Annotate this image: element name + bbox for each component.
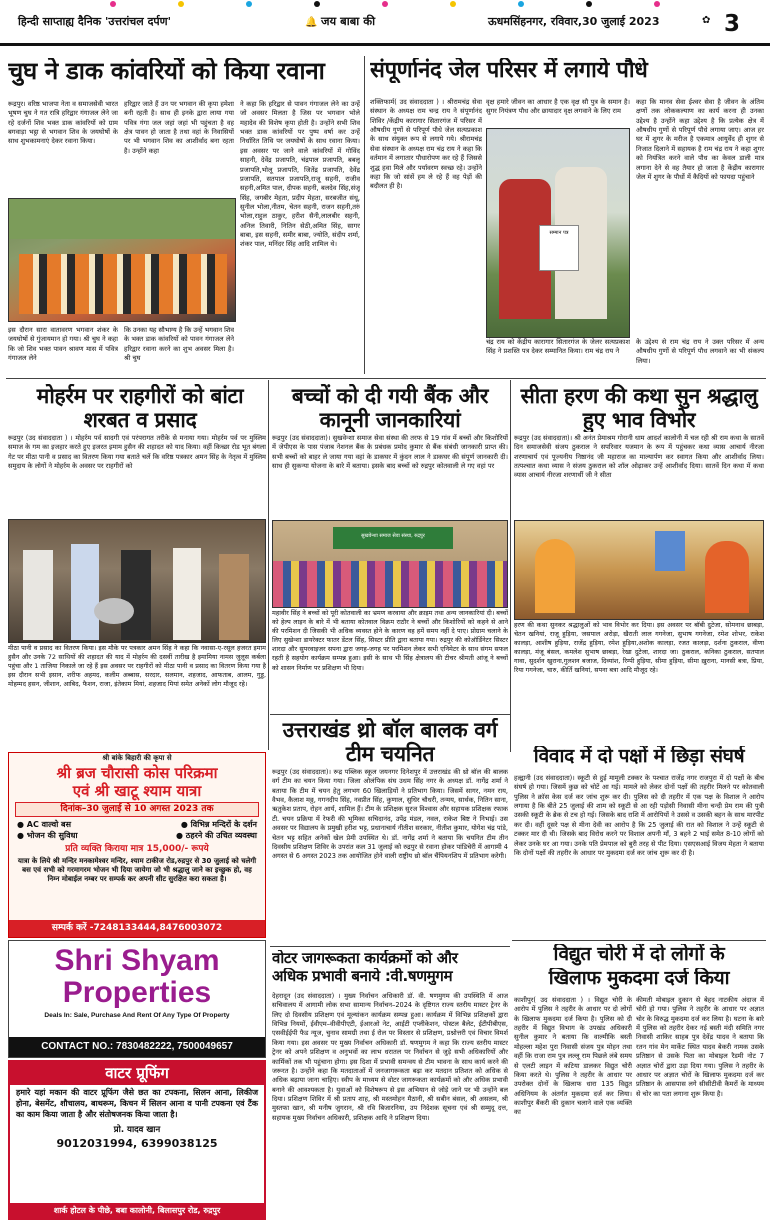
- article-text: हल्द्वानी (उद संवाददाता)। स्कूटी से हुई मामूली टक्कर के पश्चात राजेंद्र नगर राजपुरा में दो पक्षों के बीच संघर्ष हो गया। जिसमें कुछ को चोटें आ गई। मामले को लेकर दोनों पक्षों की तहरीर मिलने पर कोतवाली पुलिस ने क्रॉस केस दर्ज कर जांच शुरू कर दी। पुलिस को दी तहरीर में एक पक्ष के विशाल ने आरोप लगाया है कि बीते 25 जुलाई की शाम को स्कूटी से आ रही पड़ोसी निवासी मीना चन्दी प्रेम राम की पुत्री उसकी स्कूटी के ब्रेक से टच हो गई। जिसके बाद राशि में आरोपियों ने उससे व उसकी बहन के साथ मारपीट कर दी। वहीं दूसरे पक्ष से मीना देवी का आरोप है कि 25 जुलाई की रात को विशाल ने उन्हें स्कूटी से टक्कर मार दी थी। जिसके बाद विरोध करने पर विशाल अपनी माँ, 3 बहने 2 भाई समेत 8-10 लोगों को लेकर उनके घर आ गया। उनके पति प्रेमपाल को बुरी तरह से पीट दिया। एसएसआई विजय मेहता ने बताया कि दोनों पक्षों की तहरीर के आधार पर मुकदमा दर्ज कर जांच शुरू कर दी है।: [514, 774, 764, 857]
- article-text: कहा कि मानव सेवा ईश्वर सेवा है जीवन के अंतिम क्षणों तक लोककल्याण का कार्य करना ही उनका उद्देश्य है उन्होंने कहा उद्देश्य है कि प्रत्येक क्षेत्र में औषधीय गुणों से परिपूर्ण पौधे लगाया जाए। आज हर घर में शुगर के मरीज है एकमात्र आयुर्वेद ही शुगर से निजात दिलाने में सहायक है राम चंद्र राय ने कहा शुगर को नियंत्रित करने वाले पौध का केवल डाली मात्र लगाना देने से वह तैयार हो जाता है केंद्रीय कारागार जेल में शुगर के पौधों में कैदियों को फायदा पहुंचाने: [636, 98, 764, 181]
- article-text: वृक्ष हमारे जीवन का आधार है एक वृक्ष सौ पुत्र के समान है। सुगर नियंत्रण पौध और छायादार वृक्ष लगवाने के लिए राम: [486, 98, 630, 116]
- ad-date: दिनांक–30 जुलाई से 10 अगस्त 2023 तक: [15, 802, 259, 817]
- headline-bank-info: बच्चों को दी गयी बैंक और कानूनी जानकारियां: [291, 384, 489, 433]
- article-text: रूद्रपुर (उद संवाददाता)। रूद्र पब्लिक स्कूल जयनगर दिनेशपुर में उत्तराखंड की थ्रो बॉल की बालक वर्ग टीम का चयन किया गया। जिला ओलंपिक संघ उधम सिंह नगर के अध्यक्ष डॉ. नागेंद्र शर्मा ने बताया कि टीम में चयन हेतु लगभग 60 खिलाड़ियों ने प्रतिभाग किया। जिसमें सागर, नमन राय, वैभव, कैलाश मठ्ठ, गगनदीप सिंह, नवप्रीत सिंह, कुणाल, सुधिर चौधरी, तन्मय, सार्थक, नितिन साना, ऋतुकेश प्रताप, रोहन आर्य, शामिल हैं। टीम के प्रशिक्षक सुरज विश्वास और सहायक प्रशिक्षक रफाक टी. चयन प्रक्रिया में रेफरी की भूमिका सचिदानंद, उपेंद्र मंडल, नवल, राकेश बिष्ट ने निभाई। उस अवसर पर विद्यालय के प्रमुखी हरीश भट्ट, प्रधानाचार्य नीतीश सरकार, नीतीश कुमार, योगेश चंद्र पांडे, चेतन भट्ट सहित अनेकों खेल प्रेमी उपस्थित थे। डॉ. नागेंद्र शर्मा ने बताया कि चयनित टीम तीन दिवसीय प्रशिक्षण शिविर के उपरांत कल 31 जुलाई को रुद्रपुर से रवाना होकर पांडिचेरी में आगामी 4 अगस्त से 6 अगस्त 2023 तक आयोजित होने वाली राष्ट्रीय थ्रो बॉल चैंपियनशिप में प्रतिभाग करेगी।: [272, 768, 508, 861]
- ad-text: यात्रा के लिये श्री मन्दिर मनकामेश्वर मन्दिर, श्याम टाकीज रोड,रुद्रपुर से 30 जुलाई को चलेगी बस एवं सभी को गरमागरम भोजन भी दिया जायेगा जो भी श्रद्धालु जाने का इच्छुक हो, वह निम्न मोबाईल नम्बर पर सम्पर्क कर अपनी सीट सुरक्षित करा सकता है।: [17, 857, 257, 884]
- article-text: महावीर सिंह ने बच्चों को पूरी कोतवाली का भ्रमण करवाया और क्राइम तथा अन्य जानकारियां दी। बच्चों को हेल्प लाइन के बारे में भी बताया कोतवाल विक्रम राठौर ने बच्चों और किशोरियों को कहने से आने की परमिशन दी जिसकी भी अधिक व्यवस्त होने के कारण वह हमें समय नहीं दे पाए। प्रोग्राम चलाने के लिए सुखेन्शा डायरेक्टर फातर डेंटल सिंह, सिस्टर प्रीति द्वारा बताया गया। रुद्रपुर की कोऑर्डिनेटर सिस्टर शारदा और सुपरवाइजर सपना द्वारा जगह-जगह पर परमिशन लेकर सभी एनिमेटर के साथ संगम सफल रहती है सहयोग कार्यक्रम सम्पन्न हुआ। इसी के साथ भी सिंह क्षेत्रालय की टीचर श्रीमती आंजू ने बच्चों को शासन निर्माण पर प्रशिक्षण भी दिया।: [272, 609, 508, 672]
- ad-brand: Shri Shyam: [54, 944, 220, 977]
- article-text: ने कहा कि हरिद्वार से पावन गंगाजल लेने का उन्हें जो अवसर मिलता है जिस पर भगवान भोले महादेव की विशेष कृपा होती है। उन्होंने सभी शिव भक्त डाक कांवरियों पर पुष्प वर्षा कर उन्हें निर्धारित तिथि पर जयघोषों के साथ रवाना किया। इस अवसर पर जाने वाले कांवरियों में गोविंद साहनी, देवेंद्र प्रजापति, चंद्रपाल प्रजापति, बबलू प्रजापति,भोलू प्रजापति, जितेंद्र प्रजापति, देवेंद्र प्रजापति, सतपाल प्रजापति,राजू सहनी, राजीव सहनी,अमित पाल, दीपक सहनी, बलदेव सिंह,संजू सिंह, जगबीर मेहता, प्रदीप मेहता, सरबजीत संधू, सुनील भोला,नीतम, चेतन सहनी, राजन सहनी,तरुं भोला,राहुल ठाकुर, हरीश सैनी,लालबीर सहनी, अनिल तिवारी, नितिन सेठी,अमित सिंह, सागर बाबा, इस सहनी, समीर बाबा, ज्योति, संदीप शर्मा, शंकर पाल, मनिंदर सिंह आदि शामिल थे।: [240, 100, 360, 249]
- headline-throwball: उत्तराखंड थ्रो बॉल बालक वर्ग टीम चयनित: [282, 718, 498, 767]
- headline-voter-2: अधिक प्रभावी बनाये :वी.षणमुगम: [272, 968, 453, 985]
- article-text: हरण की कथा सुनकर श्रद्धालुओं को भाव विभोर कर दिया। इस अवसर पर बॉबी दुटेजा, सोमनाथ छाबड़ा, चेतन खनियां, राजू हुड़िया, जसपाल अरोड़ा, खैराती लाल गगनेजा, सुभाष गगनेजा, रमेश शोभर, राकेश कालड़ा, आशीष हुड़िया, राजेंद्र हुड़िया, रमेश हुड़िया,अशोक कालड़ा, रजत कालड़ा, दर्शना ठुकराल, वीणा कालड़ा, मंजू बंसल, कमलेश सुभाष छाबड़ा, रेखा दुटेजा, शारदा जा। ठुकराल, कनिका ठुकराल, सतपाल गावा, सुदर्शन खुराना,गुलशन बजाज, दिव्यांश, रिम्पी हुड़िया, सीमा हुड़िया, सीमा ख़ुराना, मानसी बत्रा, प्रिया, रिया गगनेजा, चारु, कीर्ति खनियां, सपना बत्रा आदि मौजूद रहे।: [514, 621, 764, 675]
- bell-icon: 🔔: [305, 17, 321, 28]
- ad-address: शार्क होटल के पीछे, बबा कालोनी, बिलासपुर रोड, रुद्रपुर: [10, 1203, 264, 1218]
- dot-icon: [246, 1, 252, 7]
- photo-katha: [514, 520, 764, 620]
- page-number: 3: [724, 11, 741, 37]
- photo-sharbat: [8, 519, 266, 643]
- headline-sita-haran: सीता हरण की कथा सुन श्रद्धालु हुए भाव विभोर: [520, 384, 758, 433]
- header-slogan: 🔔 जय बाबा की: [305, 14, 376, 28]
- ad-text: हमारे यहां मकान की वाटर प्रूफिंग जैसे छत का टपकना, सिलन आना, लिकीज होना, बेसमेंट, शौचालय, बाथरूम, किचन में सिलन आना व पानी टपकना एवं टैंक का काम किया जाता है और संतोषजनक किया जाता है।: [16, 1088, 258, 1119]
- headline-electricity-2: खिलाफ मुकदमा दर्ज किया: [548, 968, 730, 989]
- ad-contact: सम्पर्क करें -7248133444,8476003072: [9, 920, 265, 937]
- article-text: मीठा पानी व प्रसाद का वितरण किया। इस मौके पर पत्रकार अमन सिंह ने कहा कि नवासा-ए-रसूल हजरत इमाम हुसैन और उनके 72 साथियों की शहादत की याद में मोहर्रम की दसवीं तारीख है इमामिया नामस जुलूस कर्बला पहुंचा और 1 ताजिया निकाले जा रहे हैं इस अवसर पर राहगीरों को मीठा पानी व प्रसाद का वितरण किया गया है इस दौरान सभी इसान, शरीफ अहमद, कलीम अब्बास, सरदार, सलमान, शहजाद, आफताब, आलम, गुड्ड, मोहम्मद हसन, जीशान, आबिद, फैशन, राजा, इंतेकाम मियां, शहजाद मियां समेत अनेकों लोग मौजूद रहे।: [8, 644, 266, 689]
- dot-icon: [450, 1, 456, 7]
- dot-icon: [654, 1, 660, 7]
- ad-contact: CONTACT NO.: 7830482222, 7500049657: [9, 1037, 265, 1057]
- article-text: देहरादून (उद संवाददाता) । मुख्य निर्वाचन अधिकारी डॉ. वी. षणमुगम की उपस्थिति में आज सचिवालय में आगामी लोक सभा सामान्य निर्वाचन–2024 के दृष्टिगत राज्य स्तरीय मास्टर ट्रेनर के लिए दो दिवसीय प्रशिक्षण एवं मूल्यांकन कार्यक्रम सम्पन्न हुआ। कार्यक्रम में विभिन्न प्रशिक्षकों द्वारा विभिन्न नियमों, ईवीएम–वीवीपीएटी, ईआरओ नेट, आईटी एप्लीकेशन, पोस्टल बैलेट, ईटीपीबीएस, एसवीईईपी फैड न्यूज, चुनाव सामग्री तथा ई रोल पर विस्तार से प्रशिक्षण, प्रश्नोत्तरी एवं विचार विमर्श किया गया। इस अवसर पर मुख्य निर्वाचन अधिकारी डॉ. षणमुगम ने कहा कि राज्य स्तरीय मास्टर ट्रेनर को अपने प्रशिक्षण व अनुभवों का लाभ धरातल पर निर्वाचन से जुड़े सभी अधिकारियों और कार्मिकों तक भी पहुंचाना होगा। इस दिशा में प्रभावी समन्वय से टीम भावना के साथ कार्य करने की जरूरत है। उन्होंने कहा कि मतदाताओं में जनजागरूकता बढ़ा कर मतदान प्रतिशत को अधिक से अधिक बढ़ाया जाना चाहिए। स्वीप के माध्यम से वोटर जागरूकता कार्यक्रमों को और अधिक प्रभावी बनाने की आवश्यकता है। युवाओं को विशेषरूप से इस अभियान से जोड़े जाने पर भी उन्होंने बल दिया। प्रशिक्षण शिविर में श्री प्रताप शाह, श्री मस्तमोहन मैठानी, श्री सबीन बंसल, श्री असलम, श्री मुस्तफा खान, श्री मनीष जुगरान, श्री रवि बिजारनिया, उप निदेशक सूचना एवं श्री सम्मुदू दत्त, सहायक मुख्य निर्वाचन अधिकारी, प्रशिक्षक आदि ने प्रशिक्षण दिया।: [272, 992, 508, 1122]
- ad-fare: प्रति व्यक्ति किराया मात्र 15,000/- रूपये: [65, 844, 209, 855]
- photo-students: सुखवेन्शा समाज सेवा संस्था, रुद्रपुर: [272, 520, 508, 608]
- ad-yatra: [8, 752, 266, 938]
- ad-deals: Deals In: Sale, Purchase And Rent Of Any Type Of Property: [44, 1012, 230, 1019]
- article-text: रूद्रपुर (उद संवाददाता ) । मोहर्रम पर्व सादगी एवं परंपरागत तरीके से मनाया गया। मोहर्रम पर्व पर मुस्लिम समाज के गम का इजहार करते हुए इजरत इमाम हुसैन की शहादत को याद किया। वहीं किच्छा रोड भूत बंगला गेट पर मीठा पानी व प्रसाद का वितरण किया गया बताते चलें कि वरिष्ठ पत्रकार अमन सिंह के नेतृत्व में मुस्लिम समुदाय के लोगों ने मोहर्रम के अवसर पर राहगीरों को: [8, 434, 266, 471]
- article-text: शक्तिफार्म( उद संवाददाता ) । श्रीरामचंद्र सेवा संस्थान के अध्यक्ष राम चन्द्र राय ने संपूर्णानंद शिविर /केंद्रीय कारागार सितारगंज में परिसर में औषधीय गुणों से परिपूर्ण पौधे जेल सत्यप्रकाश के साथ संयुक्त रूप से लगाये गये। श्रीरामचंद्र सेवा संस्थान के अध्यक्ष राम चंद्र राय ने कहा कि वर्तमान में लगातार पौधारोपण कर रहे हैं जिससे शुद्ध हवा मिले और पर्यावरण स्वच्छ रहे। उन्होंने कहा कि जो सांसें हम ले रहे हैं वह पेड़ों की बदौलत ही है।: [370, 98, 482, 191]
- dot-icon: [110, 1, 116, 7]
- headline-electricity: विद्युत चोरी में दो लोगों के: [553, 944, 725, 965]
- dot-icon: [382, 1, 388, 7]
- headline-jail: संपूर्णानंद जेल परिसर में लगाये पौधे: [370, 58, 648, 83]
- dot-icon: [518, 1, 524, 7]
- ad-features: ● भोजन की सुविधा ● ठहरने की उचित व्यवस्था: [17, 831, 257, 841]
- dot-icon: [314, 1, 320, 7]
- photo-certificate: सम्मान पत्र: [486, 128, 630, 338]
- masthead: [0, 0, 770, 46]
- ad-properties: [8, 940, 266, 1058]
- article-text: रूद्रपुर (उद संवाददाता)। श्री अनंत प्रेमाश्रम गोरानी धाम आदर्श कालोनी में चल रही श्री राम कथा के सातवें दिन समाजसेवी संजय ठुकराल ने सपरिवार यजमान के रूप में पहुंचकर कथा व्यास आचार्य नीरजा शरणाचार्य एवं पूज्यनीय निष्ठानंद जी महाराज का माल्यार्पण कर स्वागत किया और आशीर्वाद लिया। तत्पश्चात कथा व्यास ने संजय ठुकराल को शॉल ओढ़ाकर उन्हें आशीर्वाद दिया। सातवें दिन कथा में कथा व्यास आचार्य नीरजा शरणार्थी जी ने सीता: [514, 434, 764, 480]
- article-text: रूद्रपुर (उद संवाददाता)। सुखवेन्शा समाज सेवा संस्था की तरफ से 19 गांव में बच्चों और किशोरियों में जेपीएस के पास पंजाब नेशनल बैंक के प्रबंधक प्रमोद कुमार से बैंक संबंधी जानकारी प्राप्त की। सभी बच्चों को बाहर ले जाया गया वहां के डाकघर में कुंदन लाल ने डाकघर की संपूर्ण जानकारी दी। साथ ही सुकन्या योजना के बारे में बताया। इसके बाद बच्चों को रुद्रपुर कोतवाली ले गए वहां पर: [272, 434, 508, 471]
- article-text: कीमती मोबाइल दुकान से बेहद नाटकीय अंदाज में चोरी हो गया। पुलिस ने तहरीर के आधार पर अज्ञात चोर के विरुद्ध मुकदमा दर्ज कर लिया है। घटना के बारे में पुलिस को तहरीर देकर नई बस्ती मंदी समिति नगर निवासी शाकिर साहब पुत्र देवेंद्र यादव ने बताया कि रतन गांव मेन मार्केट स्थित यादव बेकरी नामक उसके प्रतिष्ठान से उसके पिता का मोबाइल रैडमी नोट 7 अज्ञात चोरों द्वारा उड़ा दिया गया। पुलिस ने तहरीर के आधार पर अज्ञात चोरों के खिलाफ मुकदमा दर्ज कर प्रतिष्ठान के आसपास लगे सीसीटीवी कैमरों के माध्यम से चोर का पता लगाना शुरू किया है।: [636, 996, 764, 1098]
- headline-conflict: विवाद में दो पक्षों में छिड़ा संघर्ष: [533, 746, 745, 767]
- dot-icon: [586, 1, 592, 7]
- headline-moharram: मोहर्रम पर राहगीरों को बांटा शरबत व प्रसाद: [36, 384, 244, 433]
- article-text: रूद्रपुर। वरिष्ठ भाजपा नेता व समाजसेवी भारत भूषण चुघ ने गत रात्रि हरिद्वार गंगाजल लेने जा रहे दर्जनों शिव भक्त डाक कांवरियों को ग्राम बगवाड़ा भट्ठा से भगवान शिव के जयघोषों के साथ शुभकामनाएं देकर रवाना किया।: [8, 100, 118, 146]
- article-text: हरिद्वार जाते हैं उन पर भगवान की कृपा हमेशा बनी रहती है। साथ ही इनके द्वारा लाया गया पवित्र गंगा जल जहां जहां भी पहुंचता है वह क्षेत्र पावन हो जाता है तथा वहां के निवासियों पर भी भगवान शिव का आशीर्वाद बना रहता है। उन्होंने कहा: [124, 100, 234, 155]
- article-text: के उद्देश्य से राम चंद्र राय ने उक्त परिसर में अन्य औषधीय गुणों से परिपूर्ण पौध लगवाने का भी संकल्प लिया।: [636, 338, 764, 365]
- ad-title: वाटर प्रूफिंग: [10, 1062, 264, 1085]
- article-text: कि उनका यह सौभाग्य है कि उन्हें भगवान शिव के भक्त डाक कांवरियों को पावन गंगाजल लेने हरिद्वार रवाना करने का शुभ अवसर मिला है। श्री चुघ: [124, 326, 234, 363]
- dot-icon: [178, 1, 184, 7]
- ad-features: ● AC वाल्वो बस ● विभिन्न मन्दिरों के दर्शन: [17, 819, 257, 829]
- ad-phone: 9012031994, 6399038125: [56, 1136, 218, 1150]
- article-text: काशीपुर( उद संवाददाता ) । विद्युत चोरी के आरोप में पुलिस ने तहरीर के आधार पर दो लोगों के खिलाफ मुकदमा दर्ज किया है। पुलिस को दी तहरीर में विद्युत विभाग के उपखंड अधिकारी सुनील कुमार ने बताया कि वाल्मीकि बस्ती मोहल्ला महेश पुरा निवासी संजय पुत्र मोहन तथा वहीं कि राजा राम पुत्र लल्लू राम पिछले लंबे समय से एलटी लाइन में कटिया डालकर विद्युत चोरी किया करते थे। पुलिस ने तहरीर के आधार पर उपरोक्त दोनों के खिलाफ धारा 135 विद्युत अधिनियम के अंतर्गत मुकदमा दर्ज कर लिया। काशीपुर बैंकरी की दुकान चलाने वाले एक व्यक्ति का: [514, 996, 632, 1117]
- ad-title: एवं श्री खाटू श्याम यात्रा: [72, 781, 202, 800]
- flower-icon: ✿: [702, 15, 711, 26]
- ad-brand: Properties: [62, 975, 212, 1009]
- headline-chugh: चुघ ने डाक कांवरियों को किया रवाना: [8, 58, 325, 85]
- article-text: इस दौरान सारा वातावरण भगवान शंकर के जयघोषों से गुंजायमान हो गया। श्री चुघ ने कहा कि जो शिव भक्त पावन श्रावण मास में पवित्र गंगाजल लेने: [8, 326, 118, 363]
- ad-top-text: श्री बांके बिहारी की कृपा से: [102, 754, 172, 762]
- dateline: ऊधमसिंहनगर, रविवार,30 जुलाई 2023: [488, 15, 660, 28]
- headline-voter: वोटर जागरूकता कार्यक्रमों को और: [272, 950, 458, 967]
- ad-name: प्रो. यादव खान: [113, 1124, 161, 1135]
- article-text: चंद्र राय को केंद्रीय कारागार सितारगंज के जेलर सत्यप्रकाश सिंह ने प्रशस्ति पत्र देकर सम्मानित किया। राम चंद्र राय ने: [486, 338, 630, 356]
- ad-waterproofing: [8, 1060, 266, 1220]
- color-dots: [0, 0, 770, 8]
- photo-kanwariya: [8, 198, 236, 322]
- ad-title: श्री ब्रज चौरासी कोस परिक्रमा: [56, 763, 218, 782]
- paper-name: हिन्दी साप्ताह्य दैनिक 'उत्तरांचल दर्पण': [18, 15, 171, 28]
